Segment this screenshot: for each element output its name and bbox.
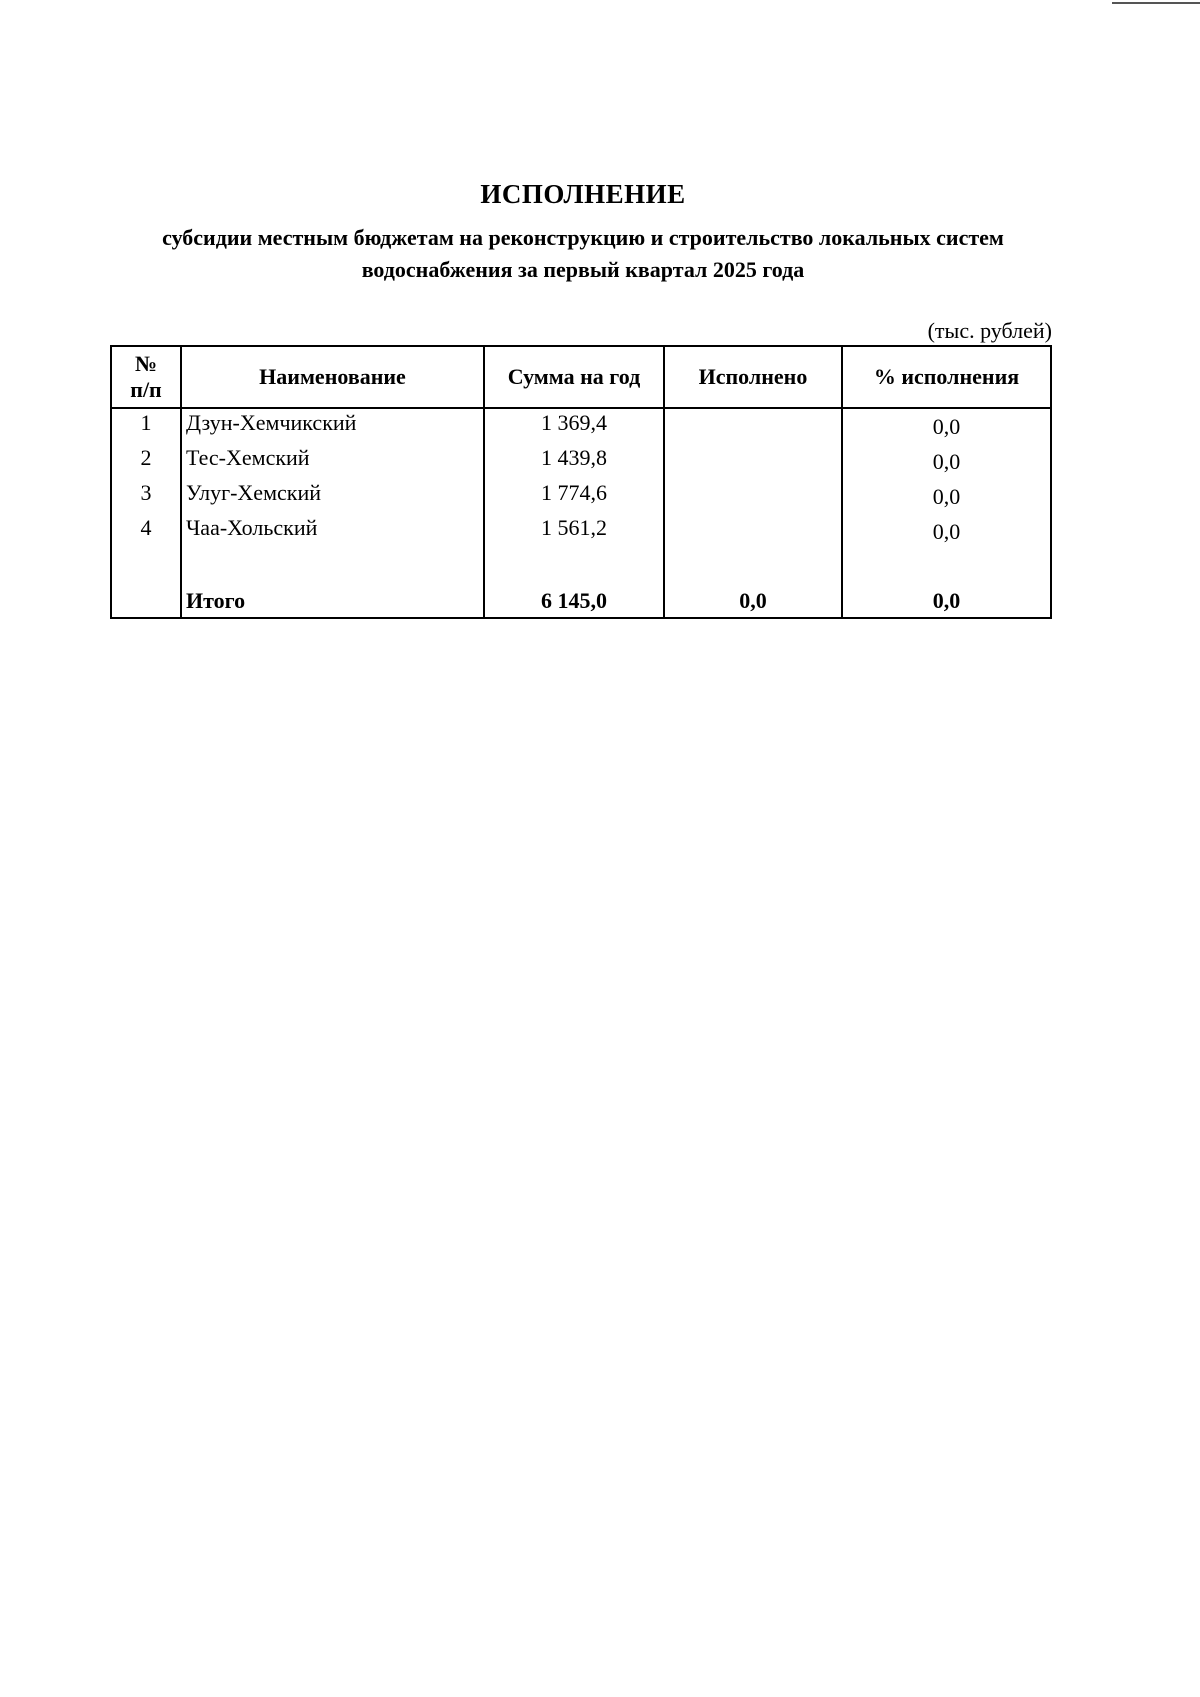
row-sum: 1 439,8	[484, 444, 664, 479]
row-sum: 1 369,4	[484, 408, 664, 444]
row-num: 4	[111, 514, 181, 549]
row-done	[664, 514, 842, 549]
table-row	[111, 514, 1051, 549]
row-done	[664, 444, 842, 479]
row-done	[664, 408, 842, 444]
total-done: 0,0	[664, 581, 842, 618]
row-name: Тес-Хемский	[181, 444, 484, 479]
row-pct: 0,0	[842, 444, 1051, 479]
document-subtitle	[100, 222, 1066, 286]
header-done: Исполнено	[664, 346, 842, 408]
row-num: 2	[111, 444, 181, 479]
subtitle-line-1: субсидии местным бюджетам на реконструкцию и строительство локальных систем	[162, 225, 1004, 250]
row-pct: 0,0	[842, 408, 1051, 444]
row-num: 1	[111, 408, 181, 444]
header-sum: Сумма на год	[484, 346, 664, 408]
row-pct: 0,0	[842, 479, 1051, 514]
row-name: Дзун-Хемчикский	[181, 408, 484, 444]
table-total-row	[111, 581, 1051, 618]
row-num: 3	[111, 479, 181, 514]
page-corner-mark	[1112, 2, 1200, 4]
table-row	[111, 479, 1051, 514]
table-spacer-row	[111, 549, 1051, 581]
table-row	[111, 408, 1051, 444]
total-label: Итого	[181, 581, 484, 618]
row-name: Чаа-Хольский	[181, 514, 484, 549]
header-num-line-2: п/п	[130, 377, 162, 402]
subtitle-line-2: водоснабжения за первый квартал 2025 года	[361, 257, 805, 282]
header-num	[111, 346, 181, 408]
row-name: Улуг-Хемский	[181, 479, 484, 514]
total-sum: 6 145,0	[484, 581, 664, 618]
table-row	[111, 444, 1051, 479]
table-header-row	[111, 346, 1051, 408]
execution-table	[110, 345, 1052, 619]
header-name: Наименование	[181, 346, 484, 408]
unit-note: (тыс. рублей)	[927, 318, 1052, 343]
total-num	[111, 581, 181, 618]
header-pct: % исполнения	[842, 346, 1051, 408]
row-sum: 1 774,6	[484, 479, 664, 514]
header-num-line-1: №	[134, 351, 158, 376]
document-title: ИСПОЛНЕНИЕ	[480, 179, 686, 209]
total-pct: 0,0	[842, 581, 1051, 618]
row-done	[664, 479, 842, 514]
row-sum: 1 561,2	[484, 514, 664, 549]
row-pct: 0,0	[842, 514, 1051, 549]
